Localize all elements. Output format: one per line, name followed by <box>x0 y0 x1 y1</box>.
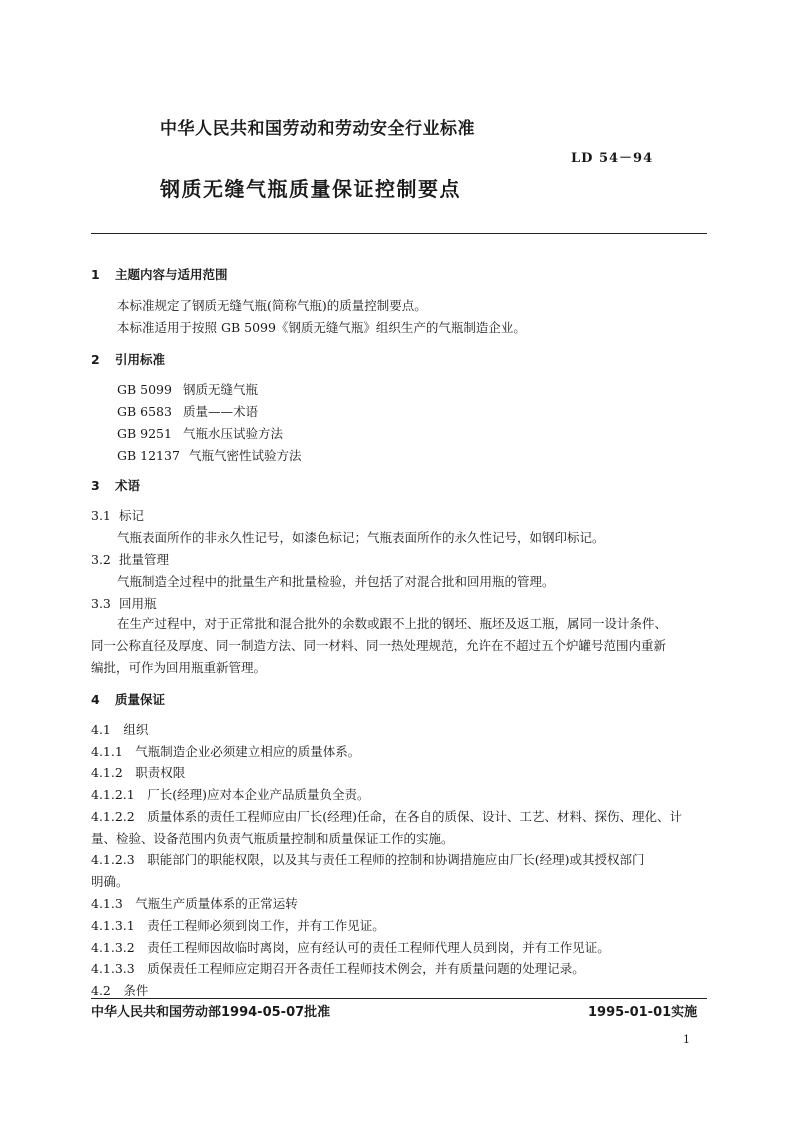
section-1-heading: 1 主题内容与适用范围 <box>91 267 228 282</box>
section-2-heading: 2 引用标准 <box>91 352 166 367</box>
implementation-date: 1995-01-01实施 <box>588 1005 698 1020</box>
reference-item: GB 5099 钢质无缝气瓶 <box>117 382 259 397</box>
clause-line: 4.1.3.3 质保责任工程师应定期召开各责任工程师技术例会，并有质量问题的处理记录。 <box>91 961 585 976</box>
reference-item: GB 12137 气瓶气密性试验方法 <box>117 448 302 463</box>
clause-line: 4.1.2 职责权限 <box>91 765 186 780</box>
page-number: 1 <box>683 1033 690 1046</box>
clause-line: 4.1.2.1 厂长(经理)应对本企业产品质量负全责。 <box>91 787 370 802</box>
standard-code: LD 54－94 <box>571 151 654 166</box>
clause-line: 4.2 条件 <box>91 983 149 998</box>
document-title: 钢质无缝气瓶质量保证控制要点 <box>160 177 461 201</box>
clause-line: 4.1.2.3 职能部门的职能权限，以及其与责任工程师的控制和协调措施应由厂长(经理)或其授权部门 <box>91 852 645 867</box>
term-3-1-text: 气瓶表面所作的非永久性记号，如漆色标记；气瓶表面所作的永久性记号，如钢印标记。 <box>117 530 605 545</box>
section-4-heading: 4 质量保证 <box>91 692 166 707</box>
clause-line: 4.1.3.1 责任工程师必须到岗工作，并有工作见证。 <box>91 918 385 933</box>
clause-line: 4.1 组织 <box>91 722 149 737</box>
clause-line: 明确。 <box>91 874 129 889</box>
term-3-3-text-line-1: 在生产过程中，对于正常批和混合批外的余数或跟不上批的钢坯、瓶坯及返工瓶，属同一设计条件、 <box>117 616 668 631</box>
standard-organization: 中华人民共和国劳动和劳动安全行业标准 <box>160 119 475 139</box>
term-3-3-heading: 3.3 回用瓶 <box>91 596 157 611</box>
term-3-1-heading: 3.1 标记 <box>91 508 145 523</box>
term-3-3-text-line-3: 编批，可作为回用瓶重新管理。 <box>91 660 267 675</box>
term-3-2-text: 气瓶制造全过程中的批量生产和批量检验，并包括了对混合批和回用瓶的管理。 <box>117 574 555 589</box>
section-3-heading: 3 术语 <box>91 478 141 493</box>
section-1-paragraph-2: 本标准适用于按照 GB 5099《钢质无缝气瓶》组织生产的气瓶制造企业。 <box>117 320 526 335</box>
clause-line: 4.1.2.2 质量体系的责任工程师应由厂长(经理)任命，在各自的质保、设计、工艺、材料、探伤、理化、计 <box>91 809 682 824</box>
header-divider <box>91 233 707 234</box>
term-3-2-heading: 3.2 批量管理 <box>91 552 170 567</box>
clause-line: 量、检验、设备范围内负责气瓶质量控制和质量保证工作的实施。 <box>91 831 454 846</box>
clause-line: 4.1.3 气瓶生产质量体系的正常运转 <box>91 896 298 911</box>
clause-line: 4.1.3.2 责任工程师因故临时离岗，应有经认可的责任工程师代理人员到岗，并有工作见证。 <box>91 940 610 955</box>
reference-item: GB 6583 质量——术语 <box>117 404 259 419</box>
approval-date: 中华人民共和国劳动部1994-05-07批准 <box>91 1005 331 1020</box>
term-3-3-text-line-2: 同一公称直径及厚度、同一制造方法、同一材料、同一热处理规范，允许在不超过五个炉罐号范围内重新 <box>91 638 667 653</box>
clause-line: 4.1.1 气瓶制造企业必须建立相应的质量体系。 <box>91 744 361 759</box>
section-1-paragraph-1: 本标准规定了钢质无缝气瓶(简称气瓶)的质量控制要点。 <box>117 298 427 313</box>
footer-divider <box>91 998 707 999</box>
reference-item: GB 9251 气瓶水压试验方法 <box>117 426 284 441</box>
